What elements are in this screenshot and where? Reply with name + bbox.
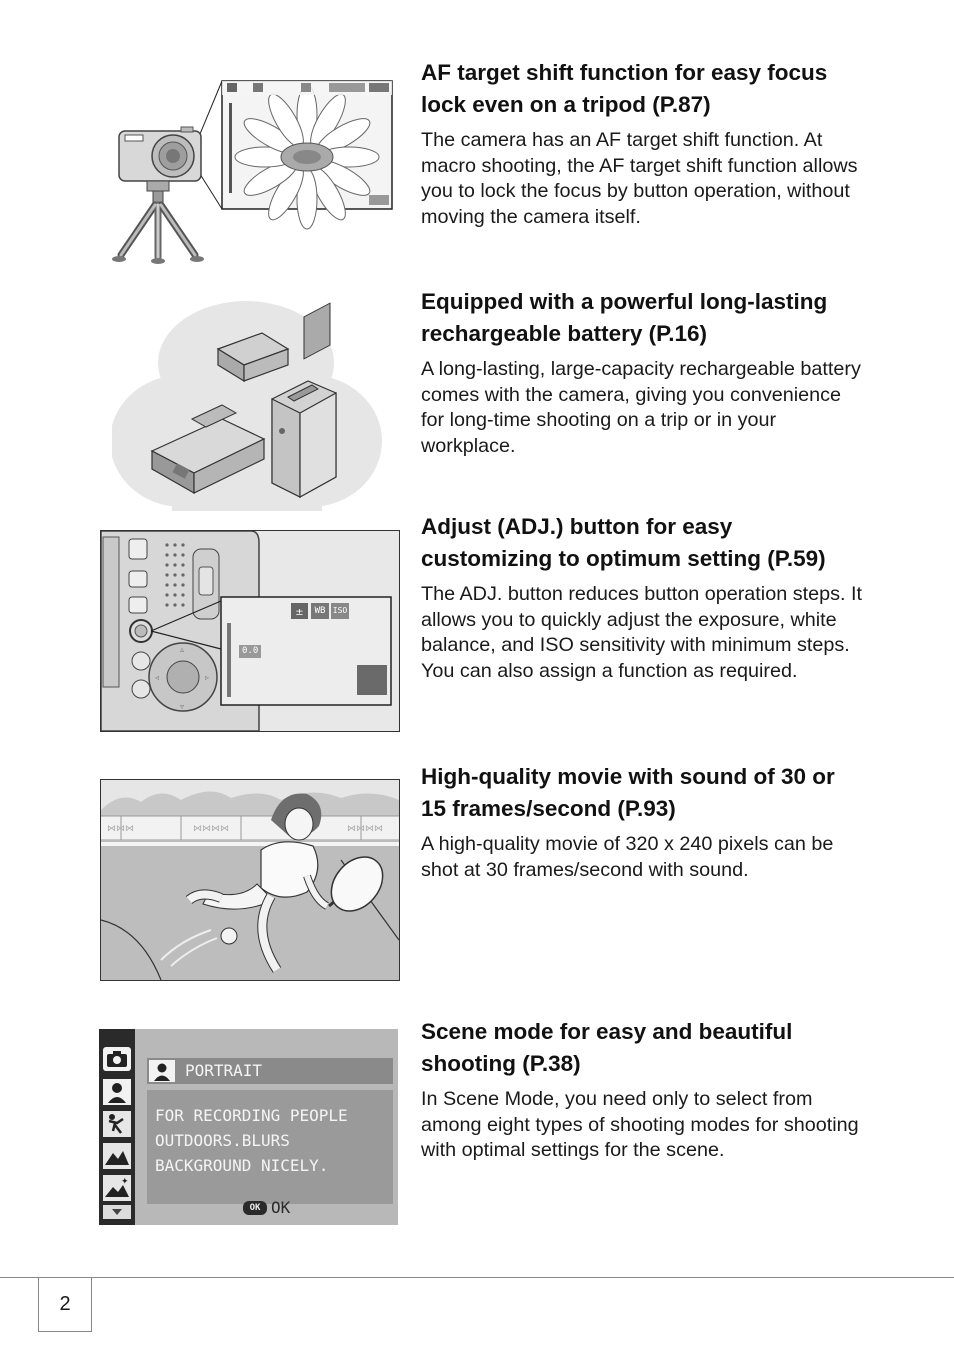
page-number-box xyxy=(38,1277,92,1332)
feature-text xyxy=(421,511,866,684)
svg-text:⋈⋈⋈⋈: ⋈⋈⋈⋈ xyxy=(193,824,229,834)
scene-description-line: BACKGROUND NICELY. xyxy=(155,1156,329,1175)
sports-icon xyxy=(103,1111,131,1137)
feature-body: A high-quality movie of 320 x 240 pixels can be shot at 30 frames/second with sound. xyxy=(421,833,834,881)
scroll-down-icon[interactable] xyxy=(103,1205,131,1219)
adj-button-illustration xyxy=(100,530,400,732)
lcd-corner-block xyxy=(357,665,387,695)
landscape-icon xyxy=(103,1143,131,1169)
svg-text:▿: ▿ xyxy=(180,702,185,711)
footer-rule xyxy=(0,1277,954,1278)
ok-button-badge[interactable]: OK xyxy=(243,1201,267,1215)
feature-body: A long-lasting, large-capacity rechargeable battery comes with the camera, giving you convenience for long-time shooting on a trip or in your workplace. xyxy=(421,358,861,457)
lcd-exposure-bar xyxy=(227,623,231,697)
portrait-icon xyxy=(103,1079,131,1105)
feature-text xyxy=(421,761,866,883)
svg-text:▵: ▵ xyxy=(180,645,185,654)
feature-text xyxy=(421,286,866,459)
svg-text:▹: ▹ xyxy=(205,673,210,682)
ok-label: OK xyxy=(271,1198,291,1217)
camera-on-tripod-illustration xyxy=(105,79,395,269)
lcd-exposure-value: 0.0 xyxy=(239,645,261,658)
feature-title: High-quality movie with sound of 30 or 15 frames/second (P.93) xyxy=(421,764,835,821)
svg-text:◃: ◃ xyxy=(155,673,160,682)
scene-description-line: OUTDOORS.BLURS xyxy=(155,1131,290,1150)
feature-body: The camera has an AF target shift function. At macro shooting, the AF target shift function allows you to lock the focus by button operation, without moving the camera itself. xyxy=(421,129,858,228)
portrait-header-icon xyxy=(149,1060,175,1082)
feature-title: Adjust (ADJ.) button for easy customizing to optimum setting (P.59) xyxy=(421,514,826,571)
scene-header-label: PORTRAIT xyxy=(185,1061,263,1080)
feature-text xyxy=(421,57,866,230)
svg-text:✦: ✦ xyxy=(121,1177,129,1187)
lcd-iso-badge: ISO xyxy=(331,603,349,619)
feature-title: Scene mode for easy and beautiful shooting (P.38) xyxy=(421,1019,793,1076)
feature-title: Equipped with a powerful long-lasting rechargeable battery (P.16) xyxy=(421,289,828,346)
battery-charger-illustration xyxy=(112,301,384,513)
feature-body: The ADJ. button reduces button operation steps. It allows you to quickly adjust the exposure, white balance, and ISO sensitivity with minimum steps. You can also assign a function as required. xyxy=(421,583,862,682)
camera-icon xyxy=(103,1047,131,1071)
scene-header-bar xyxy=(147,1058,393,1084)
tennis-player-illustration xyxy=(100,779,400,981)
scene-mode-screen xyxy=(99,1029,398,1225)
feature-title: AF target shift function for easy focus lock even on a tripod (P.87) xyxy=(421,60,828,117)
svg-text:±: ± xyxy=(295,607,304,618)
night-scene-icon xyxy=(103,1175,131,1201)
lcd-wb-badge: WB xyxy=(311,603,329,619)
feature-body: In Scene Mode, you need only to select from among eight types of shooting modes for shooting with optimal settings for the scene. xyxy=(421,1088,859,1161)
svg-text:⋈⋈⋈: ⋈⋈⋈ xyxy=(107,824,134,834)
svg-text:⋈⋈⋈⋈: ⋈⋈⋈⋈ xyxy=(347,824,383,834)
page-number: 2 xyxy=(59,1292,71,1315)
feature-text xyxy=(421,1016,866,1164)
scene-description-line: FOR RECORDING PEOPLE xyxy=(155,1106,348,1125)
